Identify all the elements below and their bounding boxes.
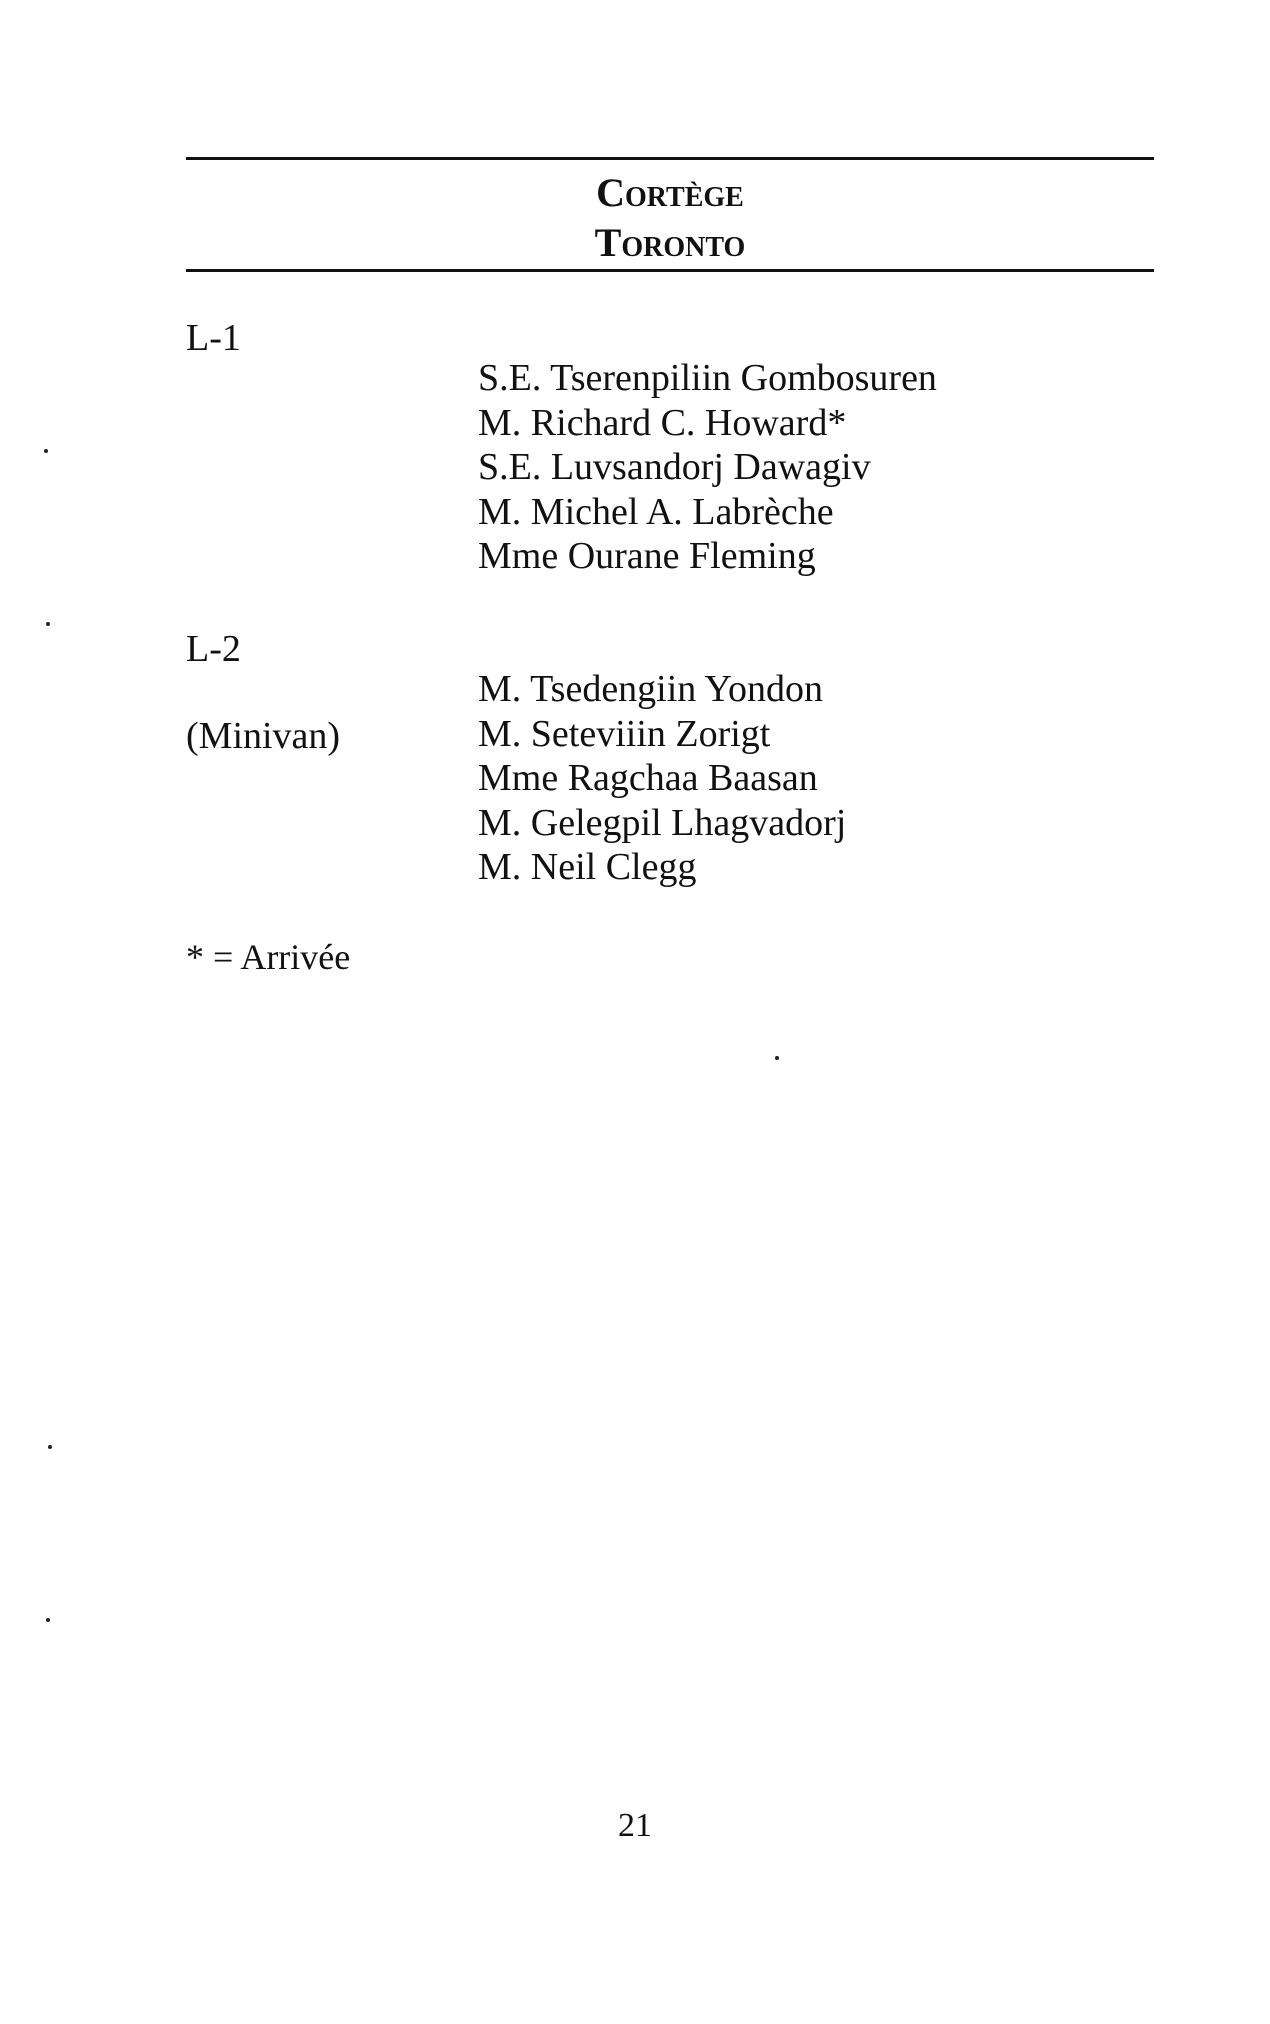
list-item: M. Gelegpil Lhagvadorj <box>478 801 847 844</box>
list-item: M. Richard C. Howard* <box>478 401 847 444</box>
list-item: M. Michel A. Labrèche <box>478 490 834 533</box>
header-top-rule <box>186 157 1154 160</box>
footnote: * = Arrivée <box>186 937 351 977</box>
list-item: M. Seteviiin Zorigt <box>478 712 771 755</box>
page-header <box>186 168 1154 268</box>
list-item: M. Tsedengiin Yondon <box>478 668 824 710</box>
group-label-l1: L-1 <box>186 317 241 359</box>
scan-speck <box>775 1056 779 1060</box>
list-item: M. Neil Clegg <box>478 846 697 888</box>
group-names-l1 <box>478 356 937 579</box>
scan-speck <box>46 1618 50 1622</box>
group-names-l2 <box>478 667 846 890</box>
header-bottom-rule <box>186 269 1154 272</box>
group-label-l2: L-2 <box>186 628 241 670</box>
list-item: S.E. Tserenpiliin Gombosuren <box>478 357 937 399</box>
page-number: 21 <box>618 1807 652 1844</box>
header-city: Toronto <box>594 220 746 265</box>
list-item: S.E. Luvsandorj Dawagiv <box>478 446 871 488</box>
list-item: Mme Ourane Fleming <box>478 535 816 577</box>
scan-speck <box>44 449 48 453</box>
header-title: Cortège <box>596 170 744 215</box>
list-item: Mme Ragchaa Baasan <box>478 757 818 799</box>
group-sublabel-l2: (Minivan) <box>186 715 341 757</box>
scan-speck <box>46 622 50 626</box>
scan-speck <box>48 1445 52 1449</box>
